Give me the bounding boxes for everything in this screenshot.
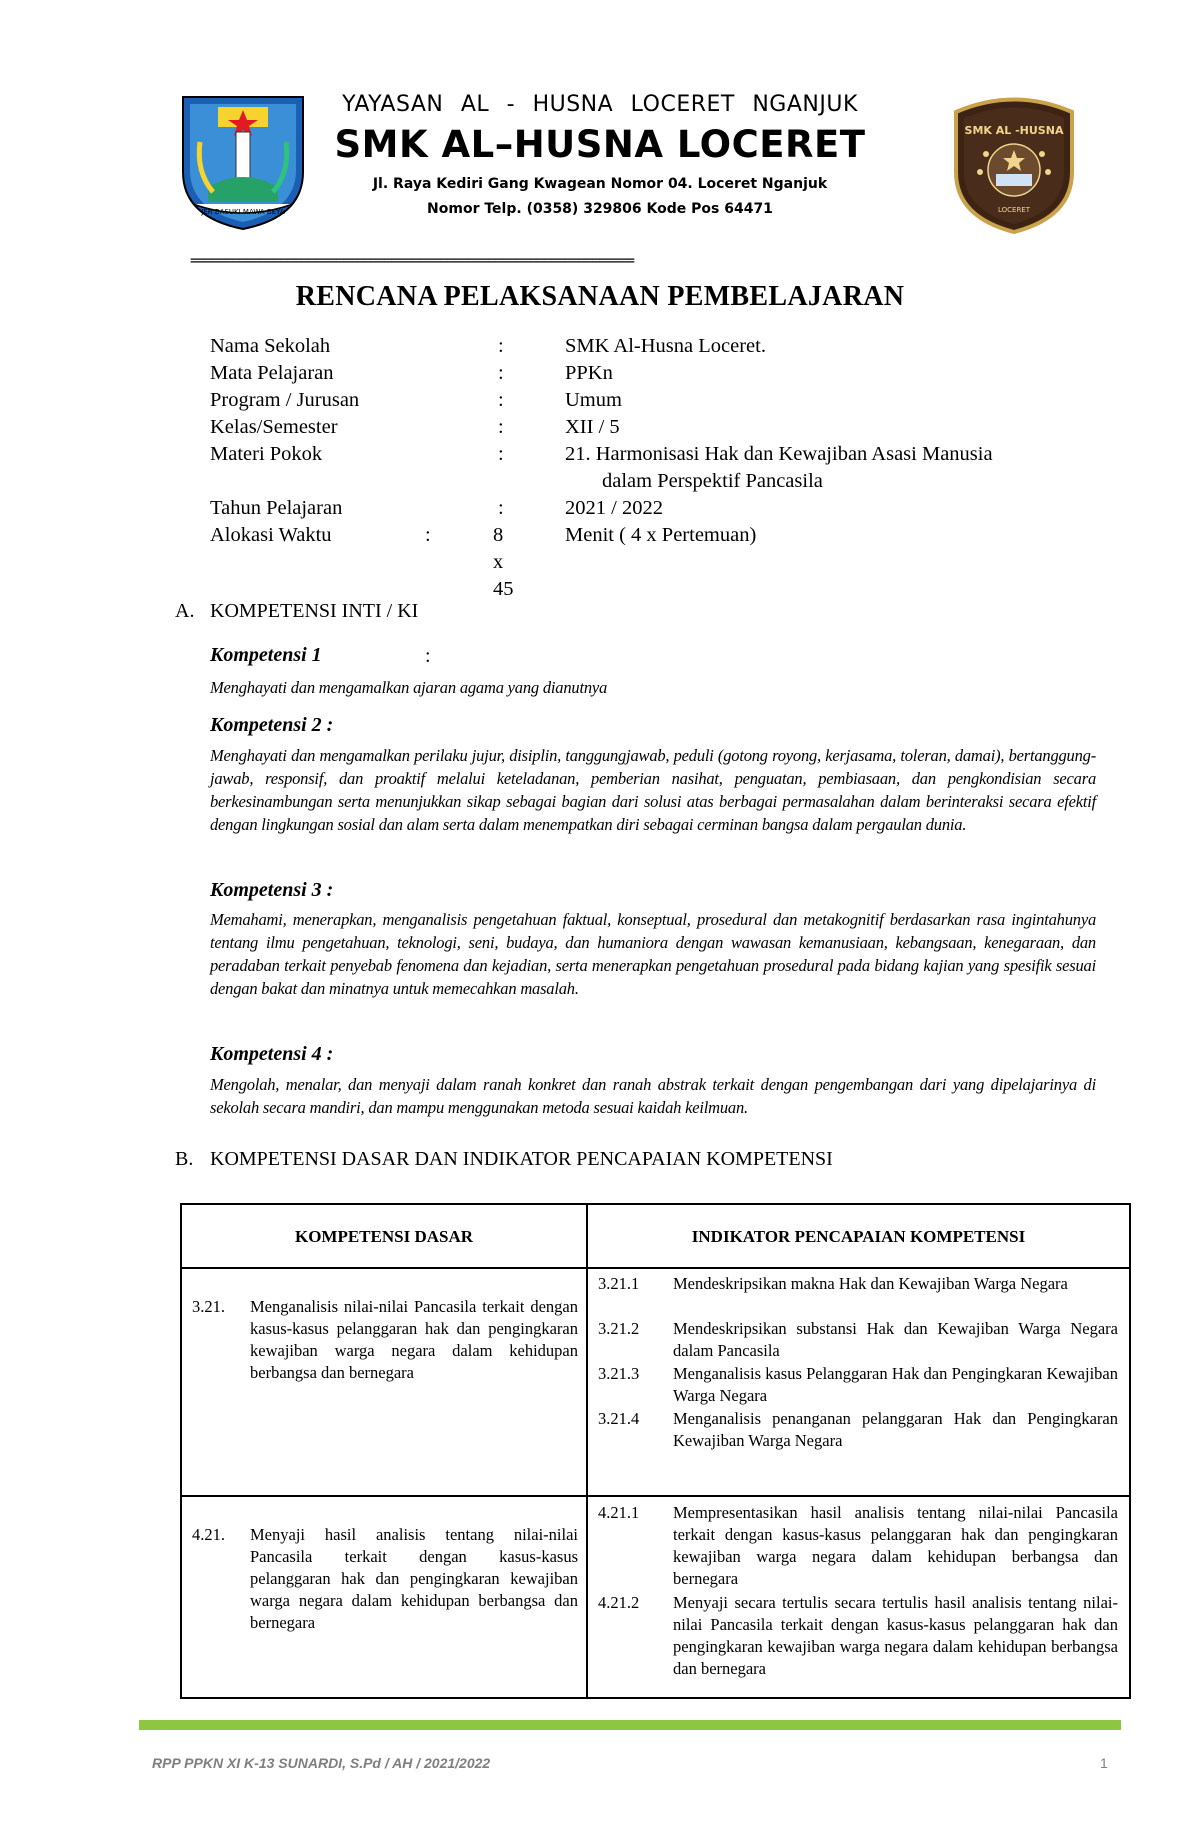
indicator-text: Mendeskripsikan substansi Hak dan Kewajiban Warga Negara dalam Pancasila [673,1319,1118,1360]
kompetensi-3-title: Kompetensi 3 : [210,879,334,901]
kd-text: Menganalisis nilai-nilai Pancasila terkait dengan kasus-kasus pelanggaran hak dan pengingkaran kewajiban warga negara dalam kehidupan berbangsa dan bernegara [250,1297,578,1382]
identity-label: Tahun Pelajaran [210,497,343,519]
table-row [192,1524,578,1694]
identity-value: Menit ( 4 x Pertemuan) [565,524,757,546]
table-column-divider [586,1205,588,1697]
indicator-text: Menganalisis kasus Pelanggaran Hak dan Pengingkaran Kewajiban Warga Negara [673,1364,1118,1405]
section-b-heading [0,1148,1200,1174]
topic-line-2: dalam Perspektif Pancasila [602,470,823,492]
kompetensi-3-body: Memahami, menerapkan, menganalisis pengetahuan faktual, konseptual, prosedural dan metakognitif berdasarkan rasa ingintahunya tentang ilmu pengetahuan, teknologi, seni, budaya, dan humaniora dengan wawasan kemanusiaan, kebangsaan, kenegaraan, dan peradaban terkait penyebab fenomena dan kejadian, serta menerapkan pengetahuan prosedural pada bidang kajian yang spesifik sesuai dengan bakat dan minatnya untuk memecahkan masalah. [210,910,1096,998]
kd-indicator-table [180,1203,1131,1699]
identity-colon: : [498,389,504,411]
indicator-number: 4.21.1 [598,1503,640,1522]
section-title: KOMPETENSI INTI / KI [210,600,419,622]
identity-value: Umum [565,389,622,411]
indicator-text: Mempresentasikan hasil analisis tentang nilai-nilai Pancasila terkait dengan kasus-kasus pelanggaran hak dan pengingkaran kewajiban warga negara dalam kehidupan berbangsa dan bernegara [673,1503,1118,1588]
kompetensi-1-colon: : [425,645,431,667]
indicator-list [598,1502,1118,1697]
table-header-kd: KOMPETENSI DASAR [294,1227,474,1246]
identity-colon: : [425,524,431,546]
identity-colon: : [498,443,504,465]
indicator-number: 3.21.4 [598,1409,640,1428]
indicator-list [598,1273,1118,1493]
indicator-number: 4.21.2 [598,1593,640,1612]
identity-colon: : [498,362,504,384]
indicator-number: 3.21.1 [598,1274,640,1293]
identity-colon: : [498,497,504,519]
kd-number: 4.21. [192,1525,225,1544]
table-header-divider [182,1267,1129,1269]
identity-label: Nama Sekolah [210,335,331,357]
kompetensi-2-body: Menghayati dan mengamalkan perilaku jujur, disiplin, tanggungjawab, peduli (gotong royong, kerjasama, toleran, damai), bertanggung-jawab, responsif, dan proaktif melalui keteladanan, pemberian nasihat, penguatan, pembiasaan, dan pengkondisian secara berkesinambungan serta menunjukkan sikap sebagai bagian dari solusi atas berbagai permasalahan dalam berinteraksi secara efektif dengan lingkungan sosial dan alam serta dalam menempatkan diri sebagai cerminan bangsa dalam pergaulan dunia. [210,746,1096,834]
kompetensi-1-title: Kompetensi 1 [210,644,322,666]
section-letter: B. [175,1148,194,1170]
section-letter: A. [175,600,195,622]
indicator-text: Menyaji secara tertulis secara tertulis hasil analisis tentang nilai-nilai Pancasila terkait dengan kasus-kasus pelanggaran hak dan pengingkaran kewajiban warga negara dalam kehidupan berbangsa dan bernegara [673,1593,1118,1678]
table-row [192,1296,578,1496]
identity-label: Program / Jurusan [210,389,360,411]
school-address: Jl. Raya Kediri Gang Kwagean Nomor 04. Loceret Nganjuk [372,176,828,192]
school-name: SMK AL–HUSNA LOCERET [334,123,866,166]
section-a-heading [0,600,1200,626]
indicator-text: Mendeskripsikan makna Hak dan Kewajiban Warga Negara [673,1274,1068,1293]
school-phone: Nomor Telp. (0358) 329806 Kode Pos 64471 [427,201,773,217]
kd-number: 3.21. [192,1297,225,1316]
indicator-number: 3.21.2 [598,1319,640,1338]
smk-al-husna-badge-logo [948,92,1080,236]
identity-value: SMK Al-Husna Loceret. [565,335,766,357]
document-title: RENCANA PELAKSANAAN PEMBELAJARAN [295,281,905,312]
page-number: 1 [1100,1755,1108,1771]
kompetensi-4-title: Kompetensi 4 : [210,1043,334,1065]
kompetensi-1-body: Menghayati dan mengamalkan ajaran agama yang dianutnya [210,678,608,697]
indicator-text: Menganalisis penanganan pelanggaran Hak dan Pengingkaran Kewajiban Warga Negara [673,1409,1118,1450]
footer-text: RPP PPKN XI K-13 SUNARDI, S.Pd / AH / 2021/2022 [152,1755,491,1771]
identity-label: Kelas/Semester [210,416,338,438]
kd-text: Menyaji hasil analisis tentang nilai-nilai Pancasila terkait dengan kasus-kasus pelanggaran hak dan pengingkaran kewajiban warga negara dalam kehidupan berbangsa dan bernegara [250,1525,578,1632]
identity-colon: : [498,416,504,438]
table-header-indicator: INDIKATOR PENCAPAIAN KOMPETENSI [691,1227,1026,1246]
identity-label: Alokasi Waktu [210,524,332,546]
identity-value [565,441,993,495]
left-logo-caption: JER BASUKI MAWA BEYA [201,208,285,216]
identity-label: Mata Pelajaran [210,362,334,384]
identity-value: PPKn [565,362,613,384]
time-duration: 8 x 45 [493,524,514,600]
identity-value: XII / 5 [565,416,620,438]
east-java-emblem-logo [178,92,308,232]
letterhead-separator: ================================================================ [190,253,634,269]
indicator-number: 3.21.3 [598,1364,640,1383]
footer-accent-bar [139,1720,1121,1730]
identity-value: 2021 / 2022 [565,497,663,519]
kompetensi-2-title: Kompetensi 2 : [210,714,334,736]
identity-label: Materi Pokok [210,443,323,465]
foundation-name: YAYASAN AL - HUSNA LOCERET NGANJUK [342,92,858,117]
right-logo-top-text: SMK AL -HUSNA [964,124,1064,137]
topic-line-1: 21. Harmonisasi Hak dan Kewajiban Asasi Manusia [565,443,993,465]
section-title: KOMPETENSI DASAR DAN INDIKATOR PENCAPAIAN KOMPETENSI [210,1148,833,1170]
right-logo-bottom-text: LOCERET [997,206,1031,214]
kompetensi-4-body: Mengolah, menalar, dan menyaji dalam ranah konkret dan ranah abstrak terkait dengan pengembangan dari yang dipelajarinya di sekolah secara mandiri, dan mampu menggunakan metoda sesuai kaidah keilmuan. [210,1075,1096,1117]
identity-colon: : [498,335,504,357]
